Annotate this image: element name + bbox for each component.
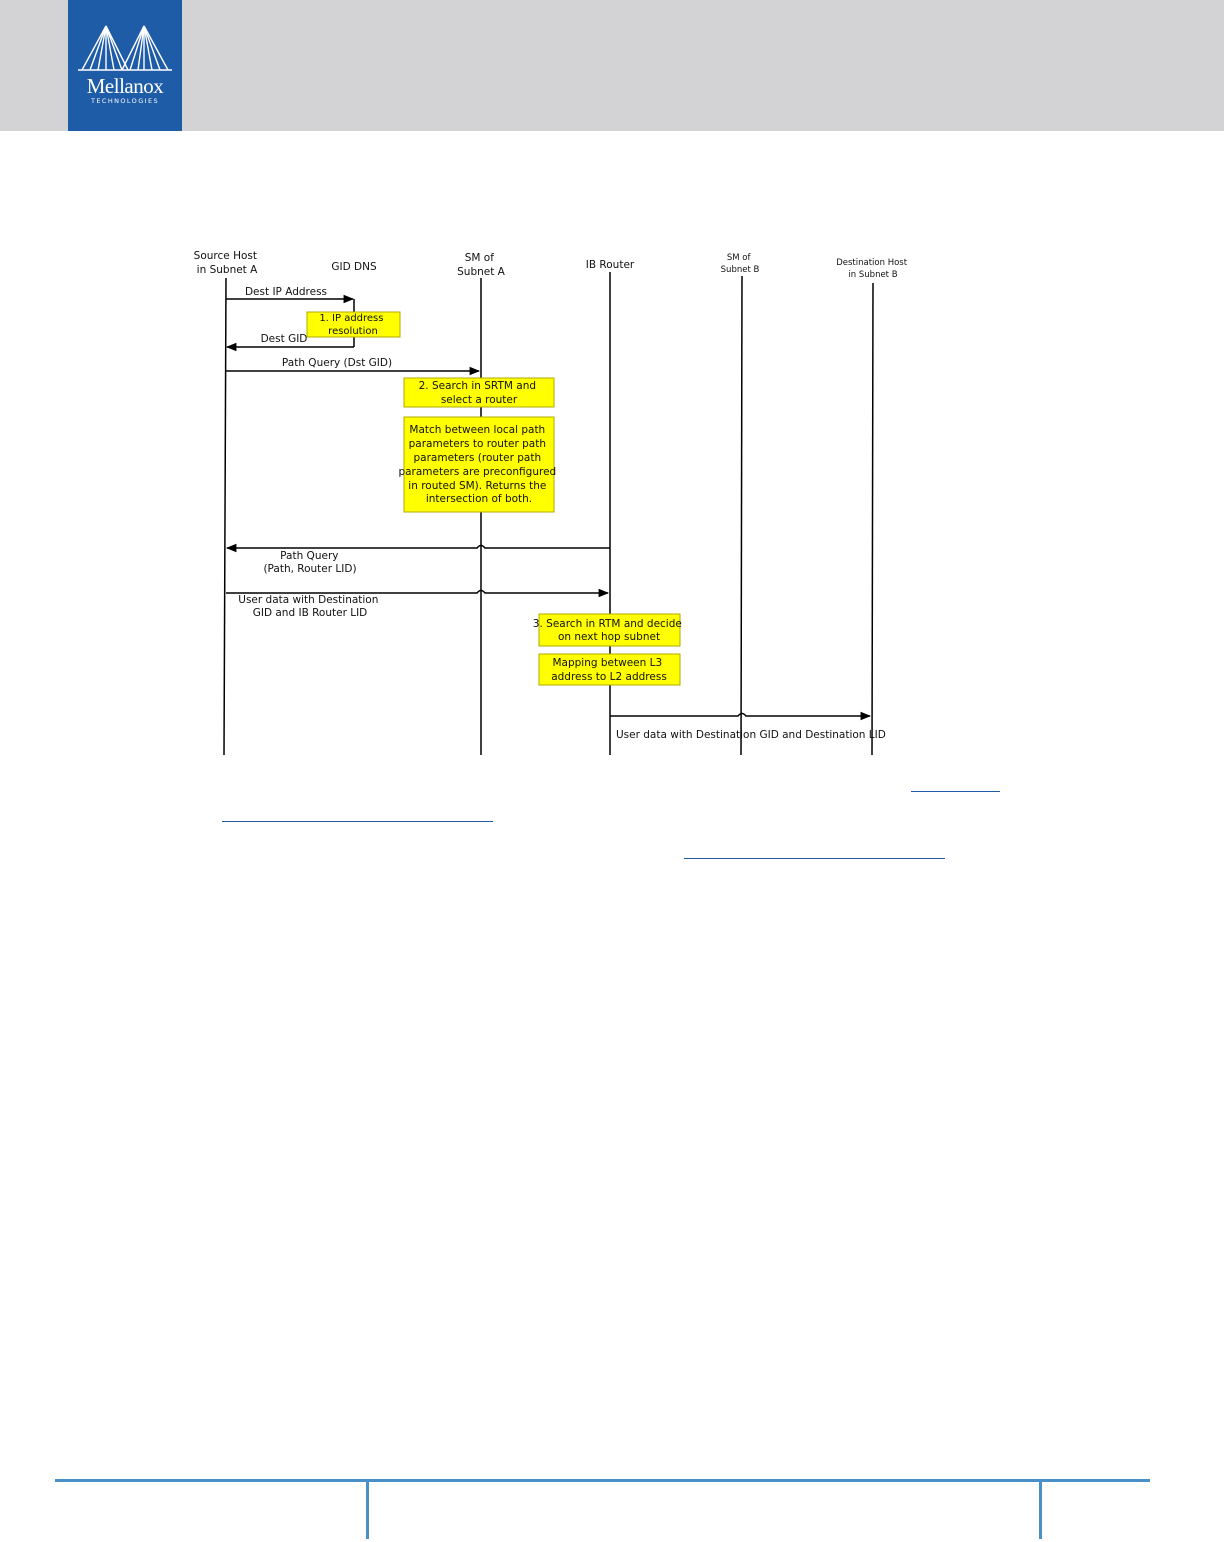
note-search-srtm-text: 2. Search in SRTM and select a router [418,380,537,406]
footer-divider-left [366,1482,369,1539]
msg-user-data-router: User data with Destination GID and IB Router LID [238,594,379,619]
note-match-params-text: Match between local path parameters to router path parameters (router path parameters are preconfigured in routed SM). Returns the intersection of both. [398,424,557,505]
footer-divider-right [1039,1482,1042,1539]
note-ip-resolution-text: 1. IP address resolution [319,313,384,337]
link-underline-1[interactable] [911,791,1000,792]
lane-source: Source Host in Subnet A [193,250,258,276]
note-mapping-text: Mapping between L3 address to L2 address [551,657,667,683]
lane-sm-a: SM of Subnet A [457,252,505,278]
msg-dest-ip: Dest IP Address [244,286,328,298]
lane-sm-b: SM of Subnet B [720,253,760,275]
lane-dest: Destination Host in Subnet B [836,258,908,280]
msg-path-query: Path Query (Dst GID) [281,357,393,369]
lifeline-sm-b [741,276,742,755]
arrow-user-data-dest [610,714,870,717]
arrow-path-reply [227,546,610,549]
msg-dest-gid: Dest GID [260,333,308,345]
msg-user-data-dest: User data with Destination GID and Destination LID [616,729,886,741]
footer-rule [55,1479,1150,1482]
logo-name: Mellanox [86,74,164,98]
lifeline-dest [872,283,873,755]
lifeline-source [224,278,226,755]
lane-router: IB Router [585,259,635,271]
arrow-user-data-router [226,591,608,594]
msg-path-reply: Path Query (Path, Router LID) [263,550,357,575]
link-underline-3[interactable] [684,858,945,859]
note-search-rtm-text: 3. Search in RTM and decide on next hop subnet [532,618,682,643]
link-underline-2[interactable] [222,821,493,822]
lane-gid-dns: GID DNS [331,261,377,273]
logo-tagline: TECHNOLOGIES [91,97,159,105]
